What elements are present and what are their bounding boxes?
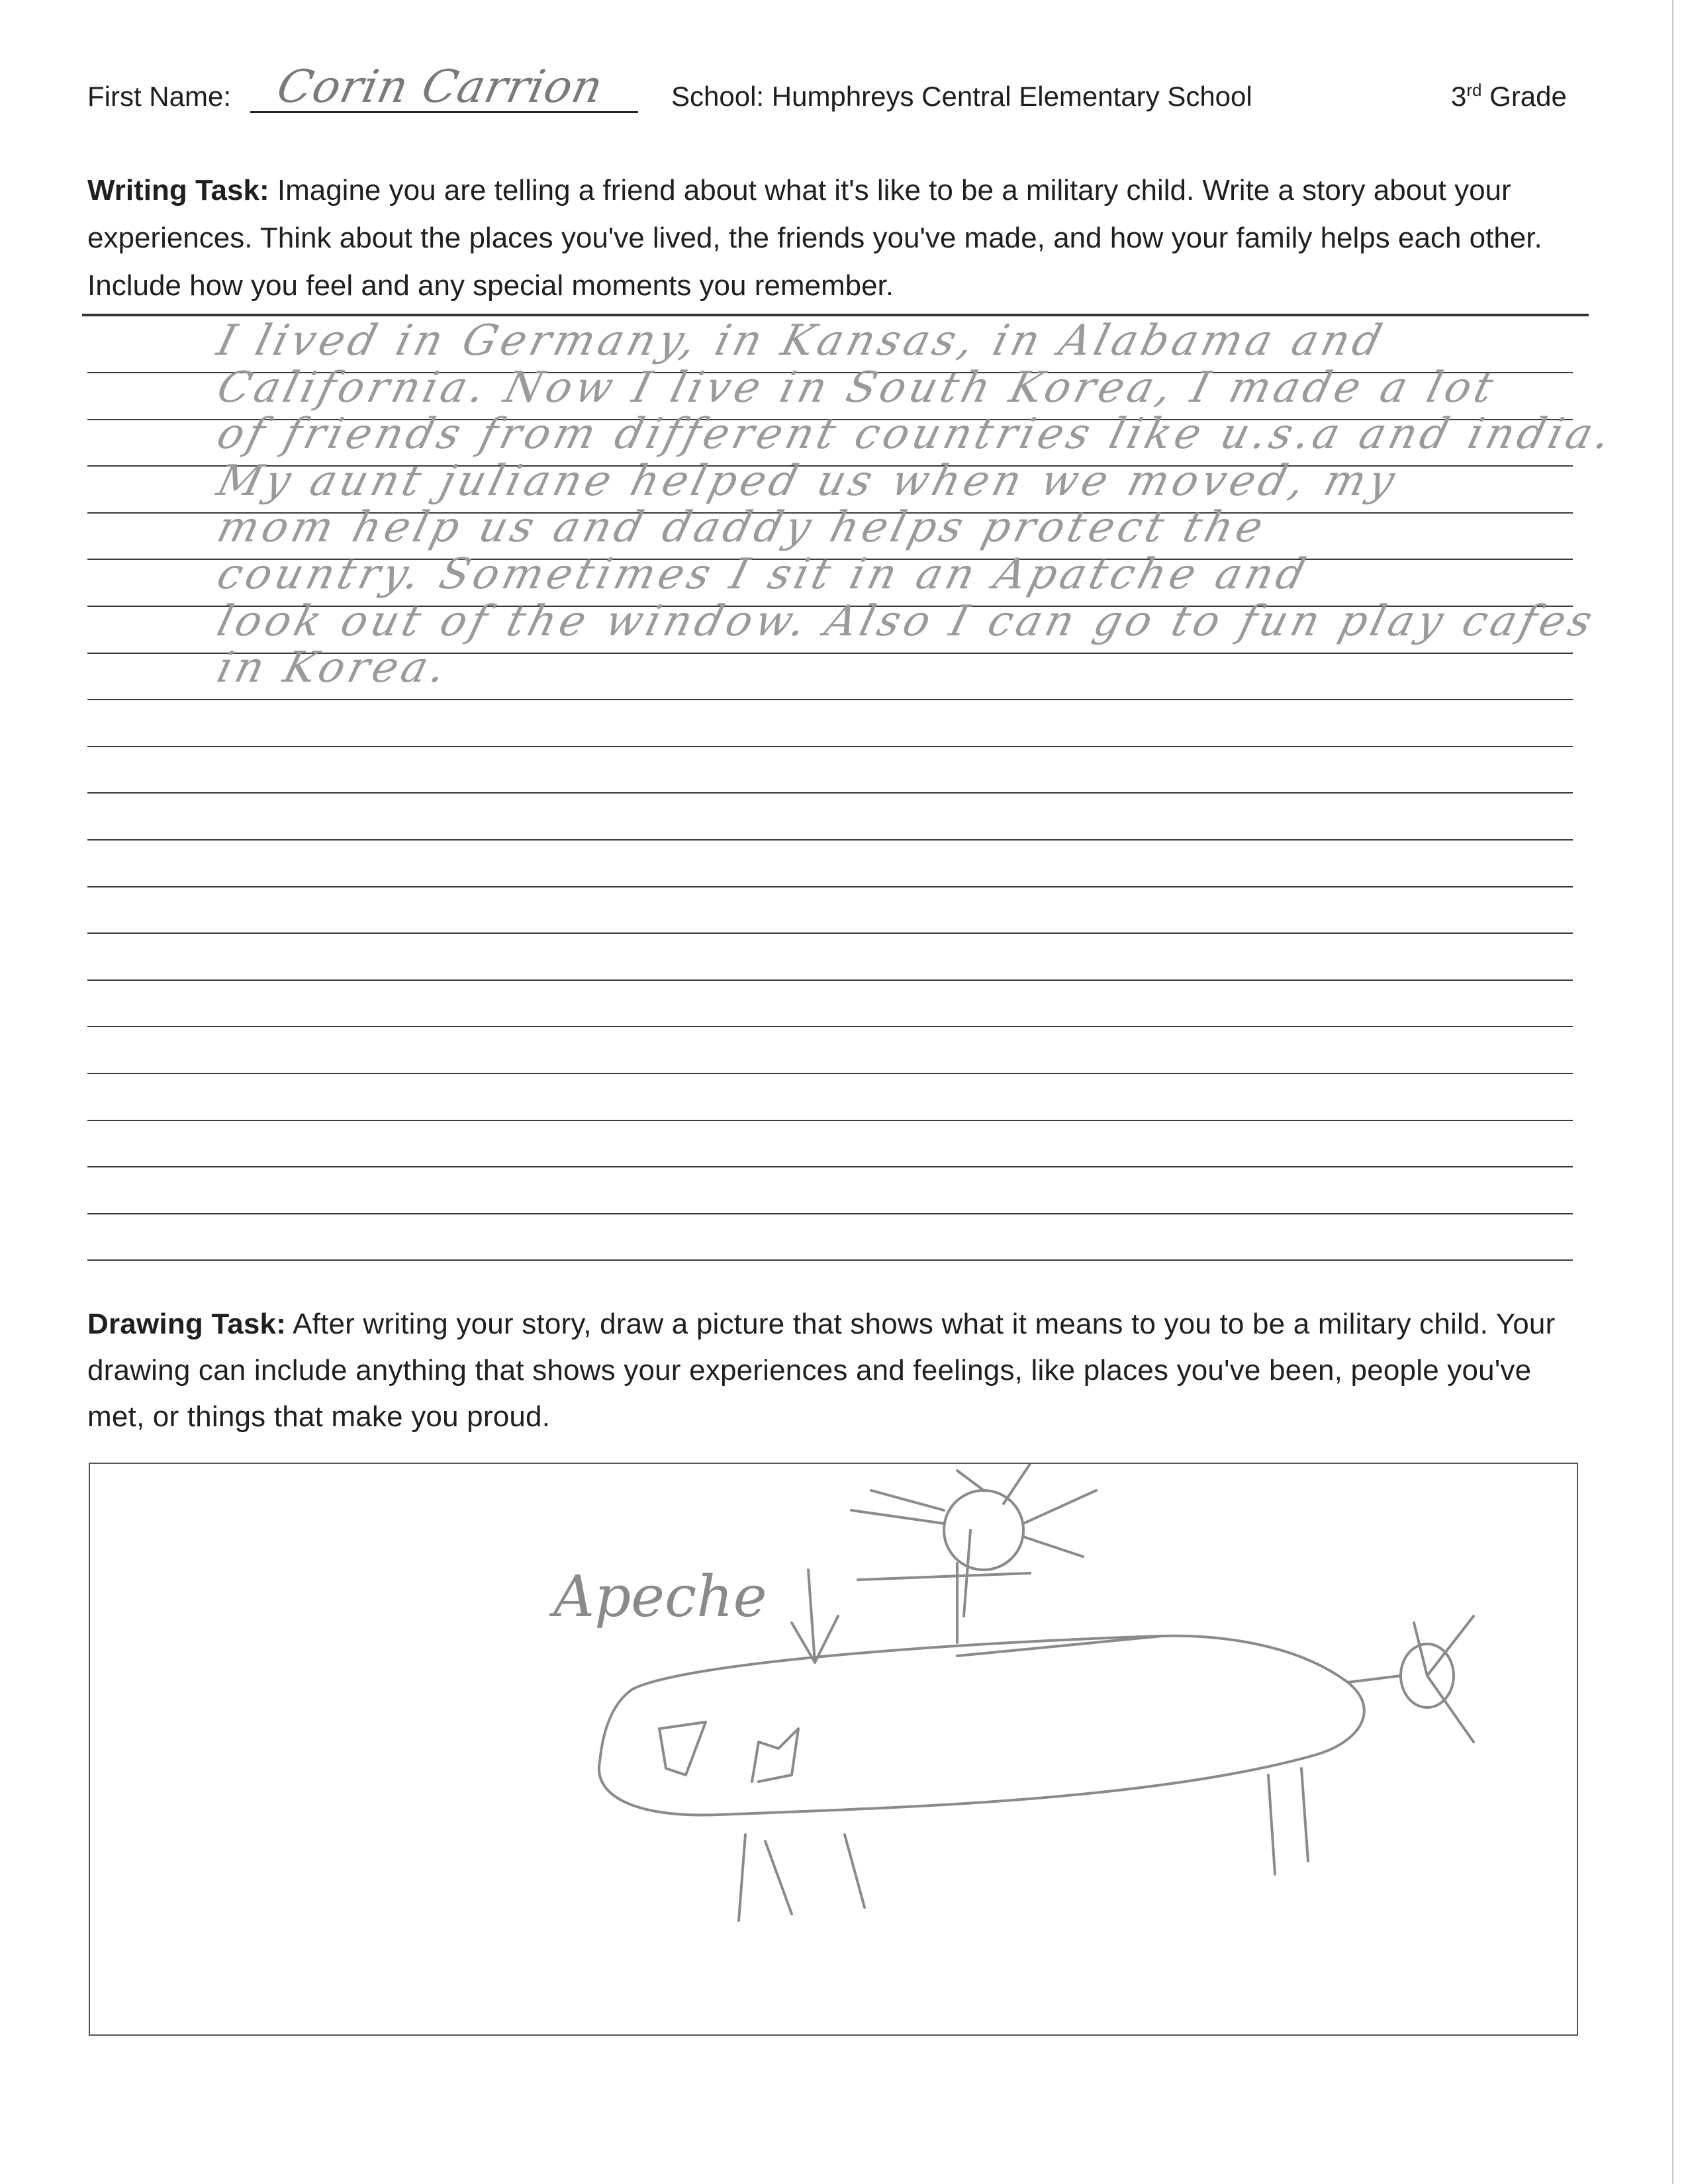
helicopter-drawing — [90, 1464, 1579, 2037]
drawing-label-apeche: Apeche — [553, 1564, 767, 1630]
handwritten-line: in Korea. — [212, 643, 455, 692]
handwritten-line: My aunt juliane helped us when we moved, my — [212, 457, 1403, 506]
first-name-handwriting: Corin Carrion — [272, 61, 608, 113]
writing-rule-line — [87, 933, 1573, 934]
writing-rule-line — [87, 979, 1573, 981]
first-name-label: First Name: — [87, 81, 232, 112]
first-name-underline — [250, 111, 638, 113]
handwritten-line: I lived in Germany, in Kansas, in Alabama and — [212, 316, 1391, 365]
writing-rule-line — [87, 1120, 1573, 1121]
page-edge — [1672, 0, 1673, 2184]
writing-task-prompt: Writing Task: Imagine you are telling a friend about what it's like to be a military child. Write a story about your experiences. Think about the places you've lived, the friends you've made, and how your family helps each other. Include how you feel and any special moments you remember. — [87, 174, 1542, 302]
handwritten-line: of friends from different countries like u.s.a and india. — [212, 410, 1620, 459]
writing-rule-line — [87, 746, 1573, 747]
writing-rule-line — [87, 1026, 1573, 1027]
grade-label: 3rd Grade — [1451, 80, 1567, 112]
writing-rule-line — [87, 1073, 1573, 1074]
drawing-box — [89, 1463, 1578, 2036]
writing-rule-line — [87, 699, 1573, 700]
writing-rule-line — [87, 1259, 1573, 1261]
handwritten-line: California. Now I live in South Korea, I made a lot — [212, 363, 1502, 412]
handwritten-line: country. Sometimes I sit in an Apatche and — [212, 550, 1315, 599]
writing-rule-line — [87, 1166, 1573, 1167]
handwritten-line: look out of the window. Also I can go to fun play cafes — [212, 597, 1601, 646]
handwritten-line: mom help us and daddy helps protect the — [212, 503, 1272, 552]
writing-rule-line — [87, 839, 1573, 841]
writing-rule-line — [87, 886, 1573, 887]
school-label: School: Humphreys Central Elementary School — [671, 81, 1252, 112]
drawing-task-prompt: Drawing Task: After writing your story, draw a picture that shows what it means to you to be a military child. Your drawing can include anything that shows your experiences and feelings, like places you've been, people you've met, or things that make you proud. — [87, 1308, 1556, 1433]
writing-rule-line — [87, 1213, 1573, 1214]
writing-rule-line — [87, 792, 1573, 794]
